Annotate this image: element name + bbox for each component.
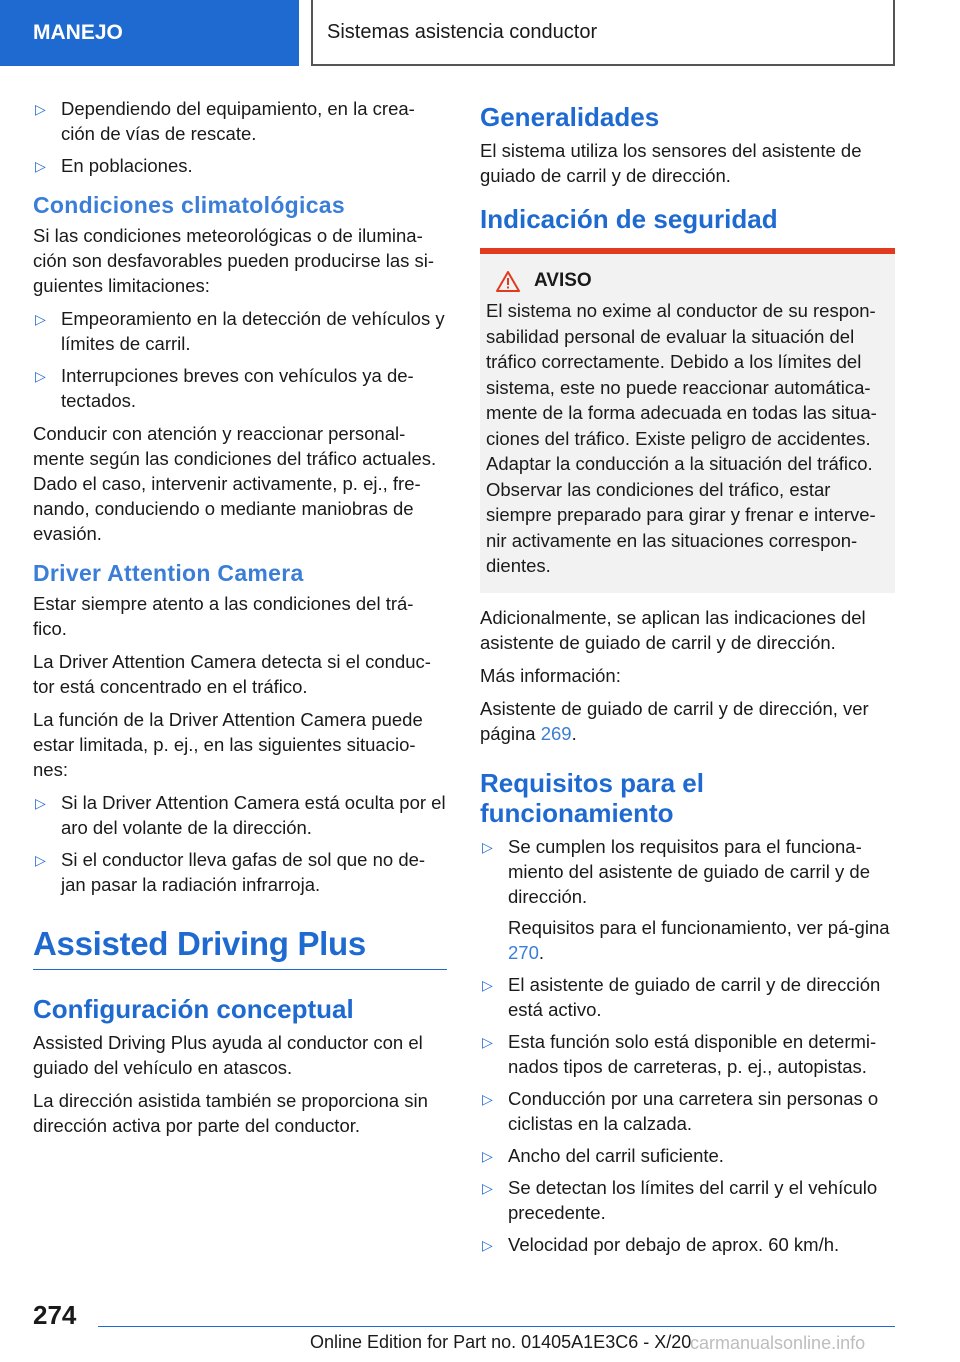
triangle-bullet-icon: ▷: [482, 1236, 493, 1253]
camera-paragraph: La Driver Attention Camera detecta si el conduc-tor está concentrado en el tráfico.: [33, 651, 431, 697]
warning-header: [496, 270, 887, 292]
chapter-label: MANEJO: [33, 21, 123, 44]
triangle-bullet-icon: ▷: [35, 101, 46, 117]
list-item: ▷ Interrupciones breves con vehículos ya de-tectados.: [35, 365, 414, 411]
section-title-text: Sistemas asistencia conductor: [327, 20, 598, 43]
right-column: [480, 96, 895, 1265]
camera-bullet-list: [33, 790, 447, 897]
warning-text: El sistema no exime al conductor de su respon-sabilidad personal de evaluar la situación del tráfico correctamente. Debido a los límites del sistema, este no puede reaccionar automática-mente de la forma adecuada en todas las situa-ciones del tráfico. Existe peligro de accidentes. Adaptar la conducción a la situación del tráfico. Observar las condiciones del tráfico, estar siempre preparado para girar y frenar e interve-nir activamente en las situaciones correspon-dientes.: [486, 300, 877, 576]
list-item: ▷ Si el conductor lleva gafas de sol que no de-jan pasar la radiación infrarroja.: [35, 849, 426, 895]
general-heading: Generalidades: [480, 102, 660, 132]
list-item: ▷ Ancho del carril suficiente.: [480, 1143, 895, 1168]
concept-paragraph: Assisted Driving Plus ayuda al conductor con el guiado del vehículo en atascos.: [33, 1032, 423, 1078]
list-item: ▷ Se cumplen los requisitos para el funciona-miento del asistente de guiado de carril y de dirección. Requisitos para el funcionamiento, ver pá-gina 270.: [480, 834, 895, 965]
triangle-bullet-icon: ▷: [482, 976, 493, 993]
warning-title: AVISO: [534, 270, 592, 291]
left-column: [33, 96, 447, 1146]
list-item: ▷ El asistente de guiado de carril y de dirección está activo.: [482, 973, 881, 1020]
camera-paragraph: Estar siempre atento a las condiciones del trá-fico.: [33, 593, 414, 639]
climate-heading: Condiciones climatológicas: [33, 192, 345, 218]
triangle-bullet-icon: ▷: [482, 1179, 493, 1196]
list-item: ▷ En poblaciones.: [33, 153, 447, 178]
triangle-bullet-icon: ▷: [35, 311, 46, 327]
triangle-bullet-icon: ▷: [35, 368, 46, 384]
camera-paragraph: La función de la Driver Attention Camera puede estar limitada, p. ej., en las siguientes situacio-nes:: [33, 709, 423, 780]
list-item: ▷ Conducción por una carretera sin personas o ciclistas en la calzada.: [482, 1087, 879, 1134]
sub-reference: Requisitos para el funcionamiento, ver pá-gina 270.: [508, 916, 890, 963]
concept-heading: Configuración conceptual: [33, 994, 354, 1024]
climate-outro: Conducir con atención y reaccionar personal-mente según las condiciones del tráfico actuales. Dado el caso, intervenir activamente, p. ej., fre-nando, conduciendo o mediante maniobras de evasión.: [33, 423, 437, 544]
footer-edition: Online Edition for Part no. 01405A1E3C6 - X/20: [310, 1332, 692, 1352]
climate-bullet-list: [33, 306, 447, 413]
chapter-tab[interactable]: [0, 0, 299, 66]
list-item: ▷ Velocidad por debajo de aprox. 60 km/h.: [480, 1232, 895, 1257]
page-link-269[interactable]: 269: [540, 722, 572, 744]
safety-paragraph: Más información:: [480, 664, 621, 686]
triangle-bullet-icon: ▷: [35, 158, 46, 174]
climate-intro: Si las condiciones meteorológicas o de ilumina-ción son desfavorables pueden producirse las si-guientes limitaciones:: [33, 225, 435, 296]
safety-heading: Indicación de seguridad: [480, 204, 778, 234]
list-item: ▷ Si la Driver Attention Camera está oculta por el aro del volante de la dirección.: [35, 792, 446, 838]
footer-divider: [98, 1326, 895, 1327]
requirements-bullet-list: [480, 834, 895, 1257]
safety-paragraph: Adicionalmente, se aplican las indicaciones del asistente de guiado de carril y de dirección.: [480, 606, 866, 653]
watermark: carmanualsonline.info: [690, 1333, 866, 1353]
list-item: ▷ Esta función solo está disponible en determi-nados tipos de carreteras, p. ej., autopistas.: [482, 1030, 877, 1077]
triangle-bullet-icon: ▷: [482, 838, 493, 855]
camera-heading: Driver Attention Camera: [33, 560, 304, 586]
triangle-bullet-icon: ▷: [35, 795, 46, 811]
triangle-bullet-icon: ▷: [482, 1090, 493, 1107]
concept-paragraph: La dirección asistida también se proporciona sin dirección activa por parte del conductor.: [33, 1090, 428, 1136]
safety-paragraph: Asistente de guiado de carril y de dirección, ver página 269.: [480, 697, 869, 744]
page-link-270[interactable]: 270: [508, 941, 539, 963]
list-item: ▷ Se detectan los límites del carril y el vehículo precedente.: [482, 1176, 878, 1223]
top-bullet-list: [33, 96, 447, 178]
requirements-heading: Requisitos para el funcionamiento: [480, 767, 704, 828]
triangle-bullet-icon: ▷: [35, 852, 46, 868]
triangle-bullet-icon: ▷: [482, 1033, 493, 1050]
list-item: ▷ Dependiendo del equipamiento, en la crea-ción de vías de rescate.: [35, 98, 415, 144]
triangle-bullet-icon: ▷: [482, 1147, 493, 1164]
section-title: [311, 0, 895, 66]
general-paragraph: El sistema utiliza los sensores del asistente de guiado de carril y de dirección.: [480, 140, 862, 186]
warning-box: [480, 248, 895, 593]
warning-triangle-icon: [496, 271, 520, 292]
page-number: 274: [33, 1300, 77, 1330]
list-item: ▷ Empeoramiento en la detección de vehículos y límites de carril.: [35, 308, 445, 354]
chapter-heading: Assisted Driving Plus: [33, 925, 447, 970]
